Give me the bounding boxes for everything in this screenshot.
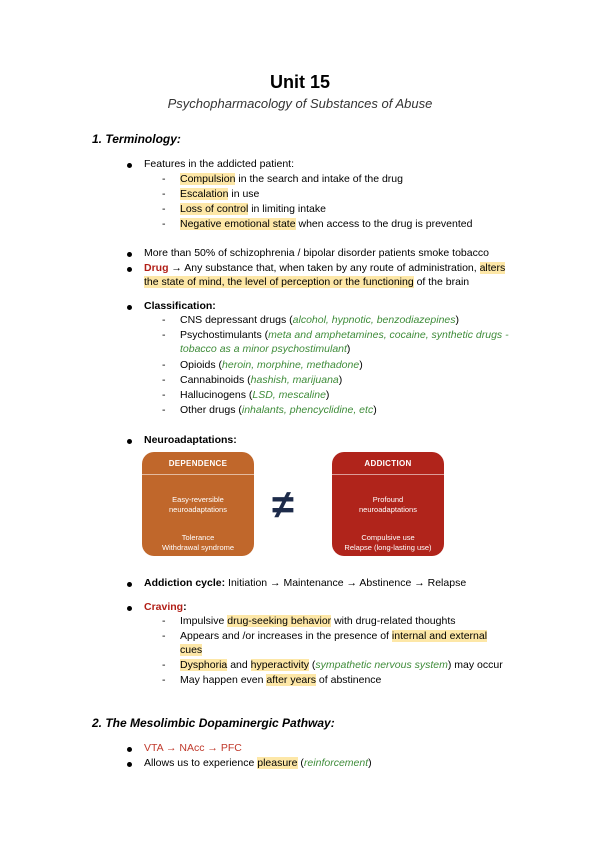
add-bot-2: Relapse (long-lasting use) [344,543,432,552]
page-subtitle: Psychopharmacology of Substances of Abuse [167,96,433,111]
classification-item-cont [180,342,350,356]
highlight: after years [266,674,317,686]
dash: - [162,374,166,386]
class-examples: inhalants, phencyclidine, etc [241,404,374,416]
dash: - [162,203,166,215]
paren: ) [325,389,330,401]
classification-label: Classification: [144,300,216,312]
pathway: VTA → NAcc → PFC [144,742,242,754]
text: May happen even [180,674,267,686]
highlight: pleasure [257,757,298,769]
section-1-heading: 1. Terminology: [92,132,181,146]
feature-item [180,202,326,216]
dependence-description [142,495,254,515]
cycle-text: Initiation → Maintenance → Abstinence → Relapse [225,577,467,589]
feature-text: in the search and intake of the drug [235,173,403,185]
craving-term: Craving [144,601,184,613]
text: ) [368,757,372,769]
dash: - [162,615,166,627]
bullet [127,747,132,752]
dep-mid-1: Easy-reversible [172,495,224,504]
add-mid-1: Profound [372,495,404,504]
dash: - [162,359,166,371]
dependence-features [142,533,254,553]
dash: - [162,314,166,326]
smoke-fact: More than 50% of schizophrenia / bipolar disorder patients smoke tobacco [144,247,489,259]
addiction-box [332,452,444,556]
highlight: Loss of control [180,203,249,215]
highlight: internal and external [391,630,488,642]
class-name: Other drugs ( [180,404,242,416]
green-term: sympathetic nervous system [315,659,448,671]
text: of abstinence [316,674,382,686]
divider [142,474,254,475]
dependence-box [142,452,254,556]
bullet [127,305,132,310]
highlight: Compulsion [180,173,236,185]
dep-bot-1: Tolerance [181,533,215,542]
dep-bot-2: Withdrawal syndrome [161,543,235,552]
add-mid-2: neuroadaptations [359,505,417,514]
features-intro: Features in the addicted patient: [144,158,295,170]
neuroadaptations-label: Neuroadaptations: [144,434,237,446]
cycle-label: Addiction cycle: [144,577,226,589]
dep-mid-2: neuroadaptations [169,505,227,514]
classification-item [180,373,342,387]
dash: - [162,404,166,416]
class-name: CNS depressant drugs ( [180,314,293,326]
dash: - [162,674,166,686]
highlight: Negative emotional state [180,218,296,230]
classification-item [180,403,377,417]
highlight: the state of mind, the level of perception or the functioning [144,276,414,288]
dash: - [162,329,166,341]
paren: ) [359,359,363,371]
bullet [127,163,132,168]
green-term: reinforcement [303,757,369,769]
text: ) may occur [447,659,503,671]
text: Appears and /or increases in the presence of [180,630,392,642]
drug-definition [144,261,505,275]
feature-text: in limiting intake [248,203,326,215]
addiction-description [332,495,444,515]
class-name: Opioids ( [180,359,223,371]
feature-item [180,187,259,201]
class-examples: alcohol, hypnotic, benzodiazepines [292,314,456,326]
page-title: Unit 15 [269,72,330,92]
highlight: alters [479,262,506,274]
craving-item-cont [180,643,202,657]
dependence-title: DEPENDENCE [168,459,228,468]
bullet [127,762,132,767]
bullet [127,606,132,611]
craving-item [180,629,487,643]
add-bot-1: Compulsive use [361,533,415,542]
bullet [127,267,132,272]
craving-label [144,600,187,614]
classification-item [180,388,329,402]
drug-text: of the brain [413,276,470,288]
class-examples: heroin, morphine, methadone [222,359,360,371]
addiction-title: ADDICTION [364,459,412,468]
dash: - [162,173,166,185]
feature-text: when access to the drug is prevented [295,218,473,230]
paren: ) [346,343,351,355]
craving-item [180,614,456,628]
paren: ) [455,314,460,326]
craving-item [180,673,381,687]
text: with drug-related thoughts [331,615,456,627]
drug-term: Drug [144,262,169,274]
divider [332,474,444,475]
drug-text: → Any substance that, when taken by any route of administration, [168,262,480,274]
not-equal-icon: ≠ [272,483,294,527]
text: and [227,659,251,671]
feature-text: in use [228,188,260,200]
craving-item [180,658,503,672]
pleasure-item [144,756,372,770]
text: ( [309,659,316,671]
feature-item [180,172,403,186]
section-2-heading: 2. The Mesolimbic Dopaminergic Pathway: [92,716,335,730]
dash: - [162,630,166,642]
bullet [127,582,132,587]
dash: - [162,218,166,230]
dash: - [162,659,166,671]
addiction-cycle [144,576,466,590]
bullet [127,252,132,257]
feature-item [180,217,472,231]
highlight: hyperactivity [250,659,309,671]
dash: - [162,389,166,401]
highlight: cues [180,644,203,656]
class-examples: hashish, marijuana [250,374,339,386]
text: Allows us to experience [144,757,258,769]
class-examples: meta and amphetamines, cocaine, synthetic drugs - [268,329,509,341]
class-name: Psychostimulants ( [180,329,269,341]
class-examples: tobacco as a minor psychostimulant [180,343,347,355]
class-name: Cannabinoids ( [180,374,251,386]
classification-item [180,328,509,342]
drug-definition-cont [144,275,469,289]
highlight: Dysphoria [180,659,228,671]
text: Impulsive [180,615,228,627]
highlight: Escalation [180,188,229,200]
bullet [127,439,132,444]
paren: ) [373,404,377,416]
class-examples: LSD, mescaline [252,389,326,401]
classification-item [180,313,459,327]
class-name: Hallucinogens ( [180,389,253,401]
addiction-features [332,533,444,553]
dash: - [162,188,166,200]
classification-item [180,358,363,372]
colon: : [183,601,187,613]
text: ( [297,757,304,769]
highlight: drug-seeking behavior [227,615,332,627]
paren: ) [338,374,343,386]
